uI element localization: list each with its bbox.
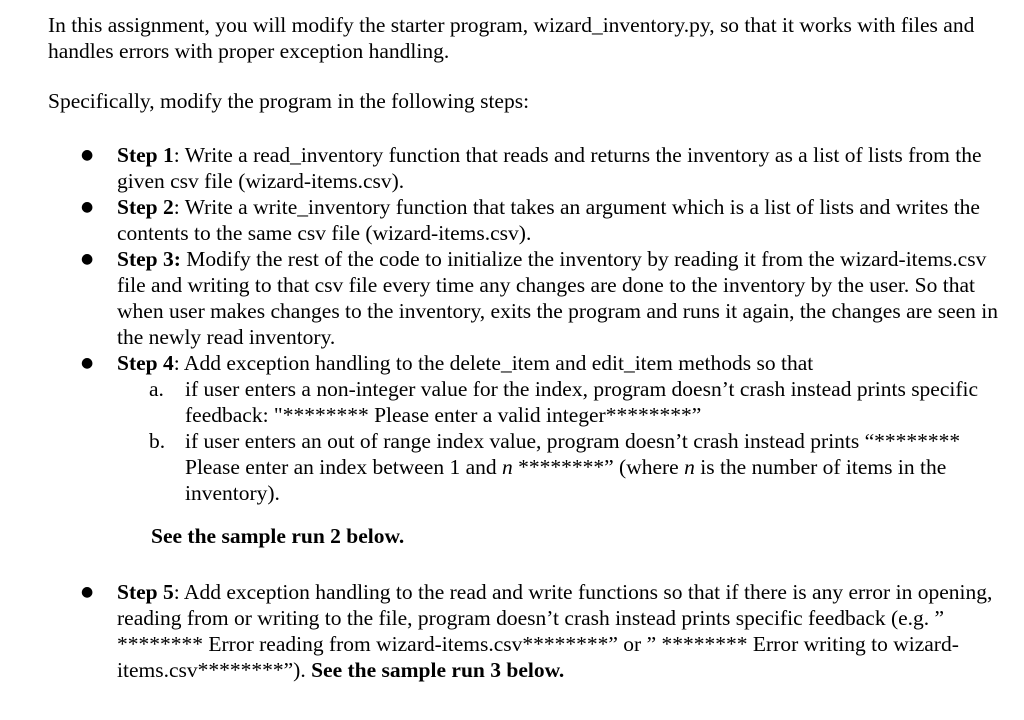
bullet-icon: ●: [81, 584, 94, 600]
variable-n: n: [684, 455, 695, 479]
step-separator: :: [173, 195, 185, 219]
step-3-item: [48, 246, 1008, 350]
bullet-icon: ●: [81, 147, 94, 163]
sample-run-3-note: See the sample run 3 below.: [311, 658, 565, 682]
sub-marker: b.: [149, 429, 166, 453]
specifically-paragraph: Specifically, modify the program in the following steps:: [48, 89, 530, 113]
sub-text-post: is the number of items in the inventory).: [185, 455, 947, 505]
assignment-document: [48, 12, 1008, 683]
variable-n: n: [502, 455, 513, 479]
step-label: Step 5: [117, 580, 174, 604]
step-1-item: [48, 142, 1008, 194]
steps-list: [48, 142, 1008, 683]
bullet-icon: ●: [81, 199, 94, 215]
step-separator: :: [173, 580, 184, 604]
step-4-item: [48, 350, 1008, 549]
step-text: Add exception handling to the delete_item and edit_item methods so that: [183, 351, 814, 375]
step-text: Modify the rest of the code to initialize the inventory by reading it from the wizard-items.csv file and writing to that csv file every time any changes are done to the inventory by the user. So that when user makes changes to the inventory, exits the program and runs it again, the changes are seen in the newly read inventory.: [117, 247, 999, 349]
step-4-sublist: [117, 376, 1008, 506]
step-text: Write a write_inventory function that takes an argument which is a list of lists and writes the contents to the same csv file (wizard-items.csv).: [117, 195, 980, 245]
step-label: Step 4: [117, 351, 174, 375]
bullet-icon: ●: [81, 355, 94, 371]
sub-text-mid: ********” (where: [512, 455, 685, 479]
intro-paragraph: In this assignment, you will modify the starter program, wizard_inventory.py, so that it works with files and handles errors with proper exception handling.: [48, 13, 975, 63]
sub-item-b: [117, 428, 1008, 506]
step-label: Step 1: [117, 143, 174, 167]
sub-text: if user enters a non-integer value for the index, program doesn’t crash instead prints specific feedback: "******** Please enter a valid integer********”: [185, 377, 979, 427]
step-label: Step 3:: [117, 247, 181, 271]
step-2-item: [48, 194, 1008, 246]
step-separator: :: [173, 351, 184, 375]
sub-marker: a.: [149, 377, 164, 401]
step-text: Add exception handling to the read and write functions so that if there is any error in opening, reading from or writing to the file, program doesn’t crash instead prints specific feedback (e.g. ” ******** Error reading from wizard-items.csv********” or ” ******** Error writing to wizard-items.csv********”).: [117, 580, 993, 682]
step-text: Write a read_inventory function that reads and returns the inventory as a list of lists from the given csv file (wizard-items.csv).: [117, 143, 982, 193]
bullet-icon: ●: [81, 251, 94, 267]
sub-item-a: [117, 376, 1008, 428]
sub-text-pre: if user enters an out of range index value, program doesn’t crash instead prints “******** Please enter an index between 1 and: [185, 429, 961, 479]
step-separator: :: [173, 143, 185, 167]
step-label: Step 2: [117, 195, 174, 219]
step-5-item: [48, 579, 1008, 683]
sample-run-2-note: See the sample run 2 below.: [151, 524, 405, 548]
